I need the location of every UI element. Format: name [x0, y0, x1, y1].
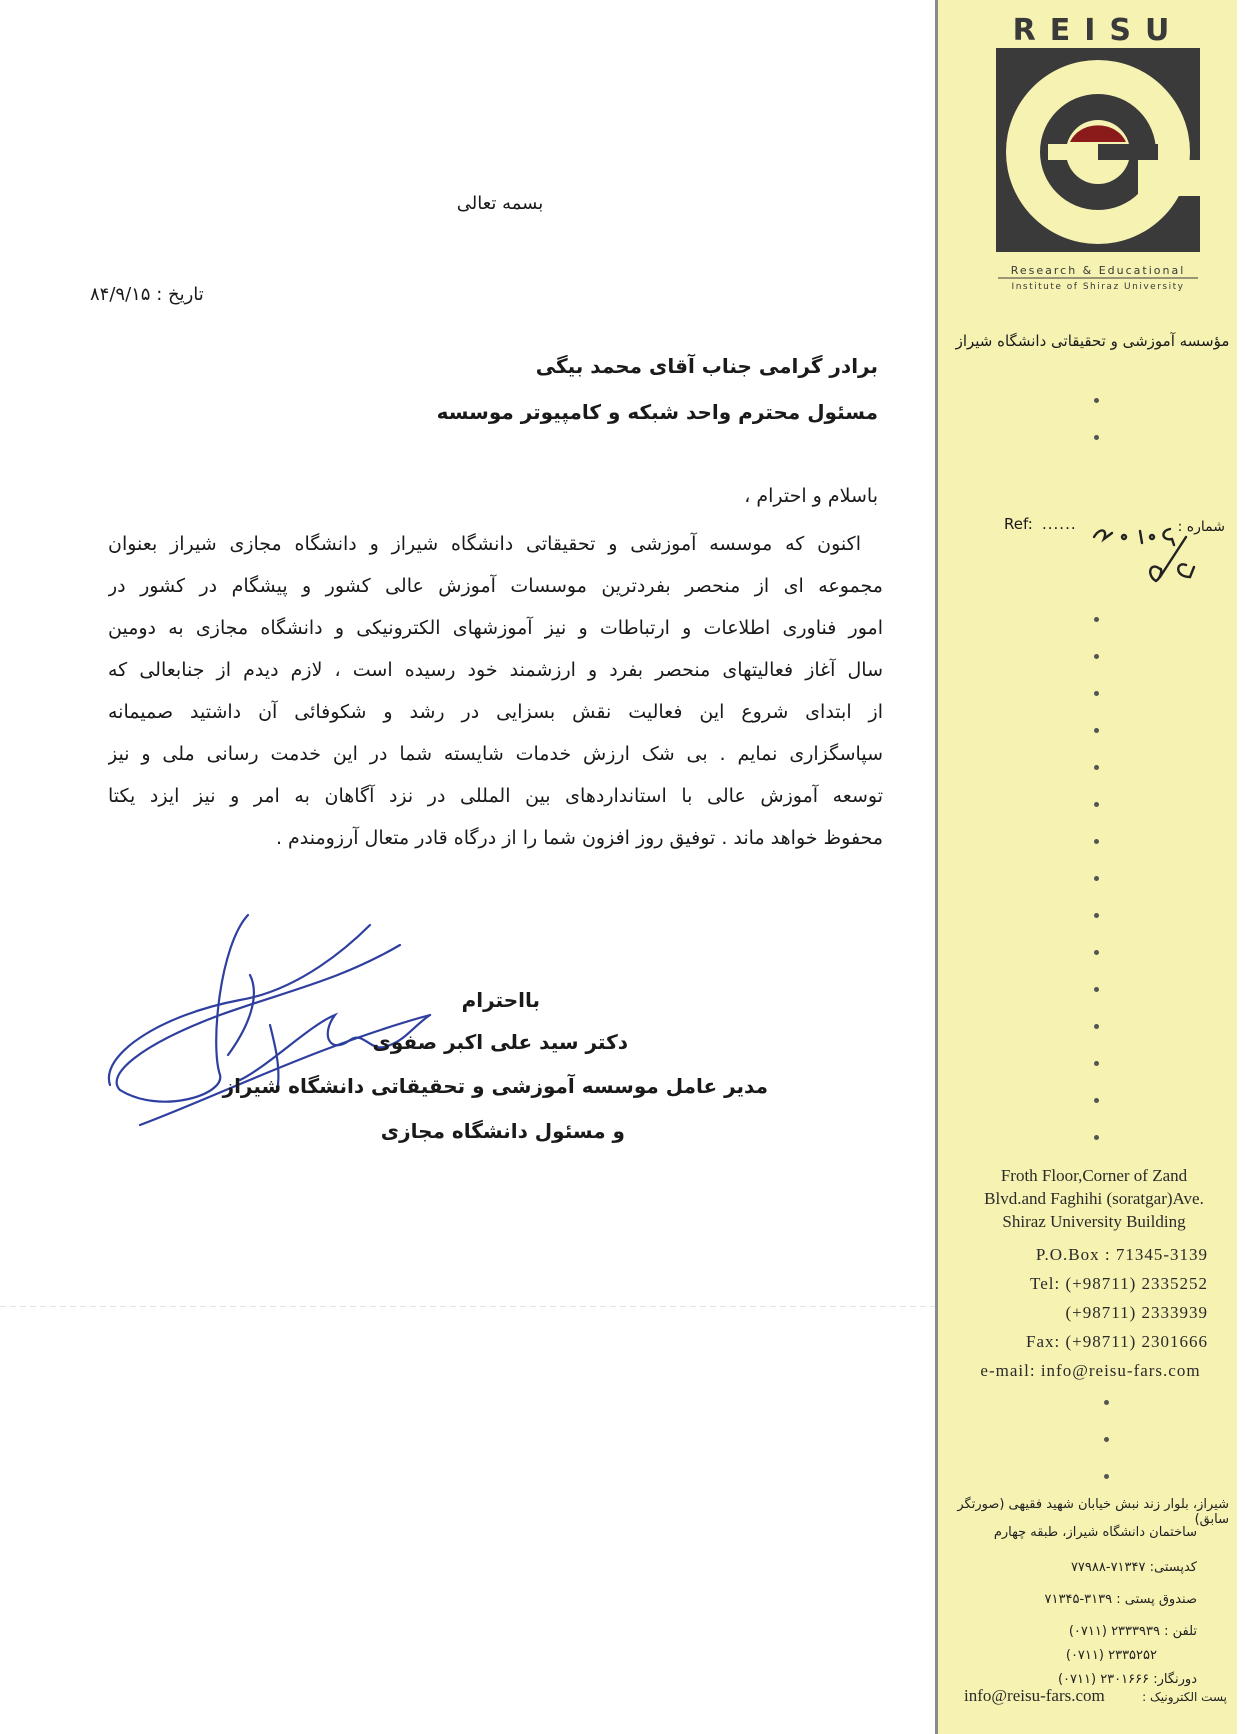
- dot: [1094, 691, 1099, 696]
- body-line: محفوظ خواهد ماند . توفیق روز افزون شما را از درگاه قادر متعال آرزومندم .: [275, 827, 883, 849]
- pobox-en: P.O.Box : 71345-3139: [1035, 1245, 1208, 1264]
- handwritten-ref-number: [1090, 523, 1200, 589]
- dot: [1104, 1474, 1109, 1479]
- body-line: امور فناوری اطلاعات و ارتباطات و نیز آموزشهای الکترونیکی و دانشگاه مجازی به دومین: [108, 617, 883, 639]
- logo-sub-1: Research & Educational: [1010, 264, 1186, 277]
- dot: [1094, 950, 1099, 955]
- handwritten-signature: [100, 905, 460, 1135]
- dot: [1094, 913, 1099, 918]
- dot: [1104, 1400, 1109, 1405]
- dot: [1094, 398, 1099, 403]
- invocation: بسمه تعالی: [456, 193, 544, 214]
- fold-line: [0, 1306, 935, 1307]
- dot: [1094, 435, 1099, 440]
- signer-title-1: مدیر عامل موسسه آموزشی و تحقیقاتی دانشگاه شیراز: [222, 1074, 768, 1098]
- page-edge: [1237, 0, 1245, 1734]
- logo-wordmark: REISU: [1012, 13, 1184, 48]
- ref-label-fa: شماره :: [1177, 519, 1225, 535]
- tel-fa-2: ۲۳۳۵۲۵۲ (۰۷۱۱): [1065, 1648, 1157, 1663]
- date-line: [90, 284, 350, 305]
- greeting: باسلام و احترام ،: [744, 485, 878, 507]
- date-value: ۸۴/۹/۱۵: [90, 284, 151, 305]
- dot: [1104, 1437, 1109, 1442]
- ref-dots: ......: [1042, 515, 1077, 533]
- address-en-line-2: Blvd.and Faghihi (soratgar)Ave.: [984, 1189, 1204, 1208]
- institute-name-fa: مؤسسه آموزشی و تحقیقاتی دانشگاه شیراز: [955, 332, 1230, 350]
- recipient-line-1: برادر گرامی جناب آقای محمد بیگی: [535, 354, 878, 378]
- address-fa-line-2: ساختمان دانشگاه شیراز، طبقه چهارم: [993, 1525, 1197, 1540]
- address-en-line-1: Froth Floor,Corner of Zand: [1000, 1166, 1188, 1185]
- email-bottom[interactable]: info@reisu-fars.com: [964, 1686, 1105, 1705]
- dot: [1094, 765, 1099, 770]
- pobox-fa: صندوق پستی : ۳۱۳۹-۷۱۳۴۵: [1044, 1592, 1197, 1607]
- logo-sub-2: Institute of Shiraz University: [1011, 282, 1185, 292]
- body-line: سال آغاز فعالیتهای منحصر بفرد و ارزشمند خود رسیده است ، لازم دیدم از جنابعالی که: [108, 659, 883, 681]
- fax-en: Fax: (+98711) 2301666: [1025, 1332, 1208, 1351]
- address-fa-line-1: شیراز، بلوار زند نبش خیابان شهید فقیهی (صورتگر سابق): [957, 1497, 1229, 1527]
- tel-en: Tel: (+98711) 2335252: [1030, 1274, 1208, 1293]
- ref-label: Ref:: [1004, 515, 1033, 533]
- dot: [1094, 839, 1099, 844]
- closing: بااحترام: [461, 988, 540, 1012]
- body-line: سپاسگزاری نمایم . بی شک ارزش خدمات شایسته شما در این خدمت رسانی ملی و نیز: [108, 743, 883, 765]
- dot: [1094, 1024, 1099, 1029]
- tel-fa-1: تلفن : ۲۳۳۳۹۳۹ (۰۷۱۱): [1068, 1624, 1197, 1639]
- dot: [1094, 876, 1099, 881]
- dot: [1094, 987, 1099, 992]
- body-paragraph: [108, 523, 883, 859]
- dot: [1094, 1061, 1099, 1066]
- recipient-line-2: مسئول محترم واحد شبکه و کامپیوتر موسسه: [436, 400, 878, 424]
- signer-title-2: و مسئول دانشگاه مجازی: [380, 1119, 625, 1143]
- dot: [1094, 1135, 1099, 1140]
- body-line: مجموعه ای از منحصر بفردترین موسسات آموزش عالی کشور و پیشگام در کشور در: [108, 575, 883, 597]
- dot: [1094, 802, 1099, 807]
- date-label: تاریخ :: [156, 284, 204, 305]
- email-label-fa: پست الکترونیک :: [1142, 1690, 1227, 1704]
- postcode-fa: کدپستی: ۷۱۳۴۷-۷۷۹۸۸: [1070, 1560, 1197, 1575]
- body-line: توسعه آموزش عالی با استانداردهای بین المللی در نزد آگاهان به امر و نیز ایزد یکتا: [108, 785, 883, 807]
- address-en-line-3: Shiraz University Building: [1002, 1212, 1186, 1231]
- ref-number: [1004, 515, 1229, 575]
- body-line: اکنون که موسسه آموزشی و تحقیقاتی دانشگاه شیراز و دانشگاه مجازی شیراز بعنوان: [108, 533, 861, 555]
- email-en[interactable]: e-mail: info@reisu-fars.com: [980, 1361, 1201, 1380]
- signer-name: دکتر سید علی اکبر صفوی: [372, 1030, 628, 1054]
- dot: [1094, 617, 1099, 622]
- body-line: از ابتدای شروع این فعالیت نقش بسزایی در رشد و شکوفائی آن داشتید صمیمانه: [108, 701, 883, 723]
- fax-fa: دورنگار: ۲۳۰۱۶۶۶ (۰۷۱۱): [1057, 1672, 1197, 1687]
- reisu-logo: [988, 6, 1208, 296]
- dot: [1094, 1098, 1099, 1103]
- tel2-en: (+98711) 2333939: [1065, 1303, 1208, 1322]
- dot: [1094, 654, 1099, 659]
- letterhead-strip: [935, 0, 1237, 1734]
- dot: [1094, 728, 1099, 733]
